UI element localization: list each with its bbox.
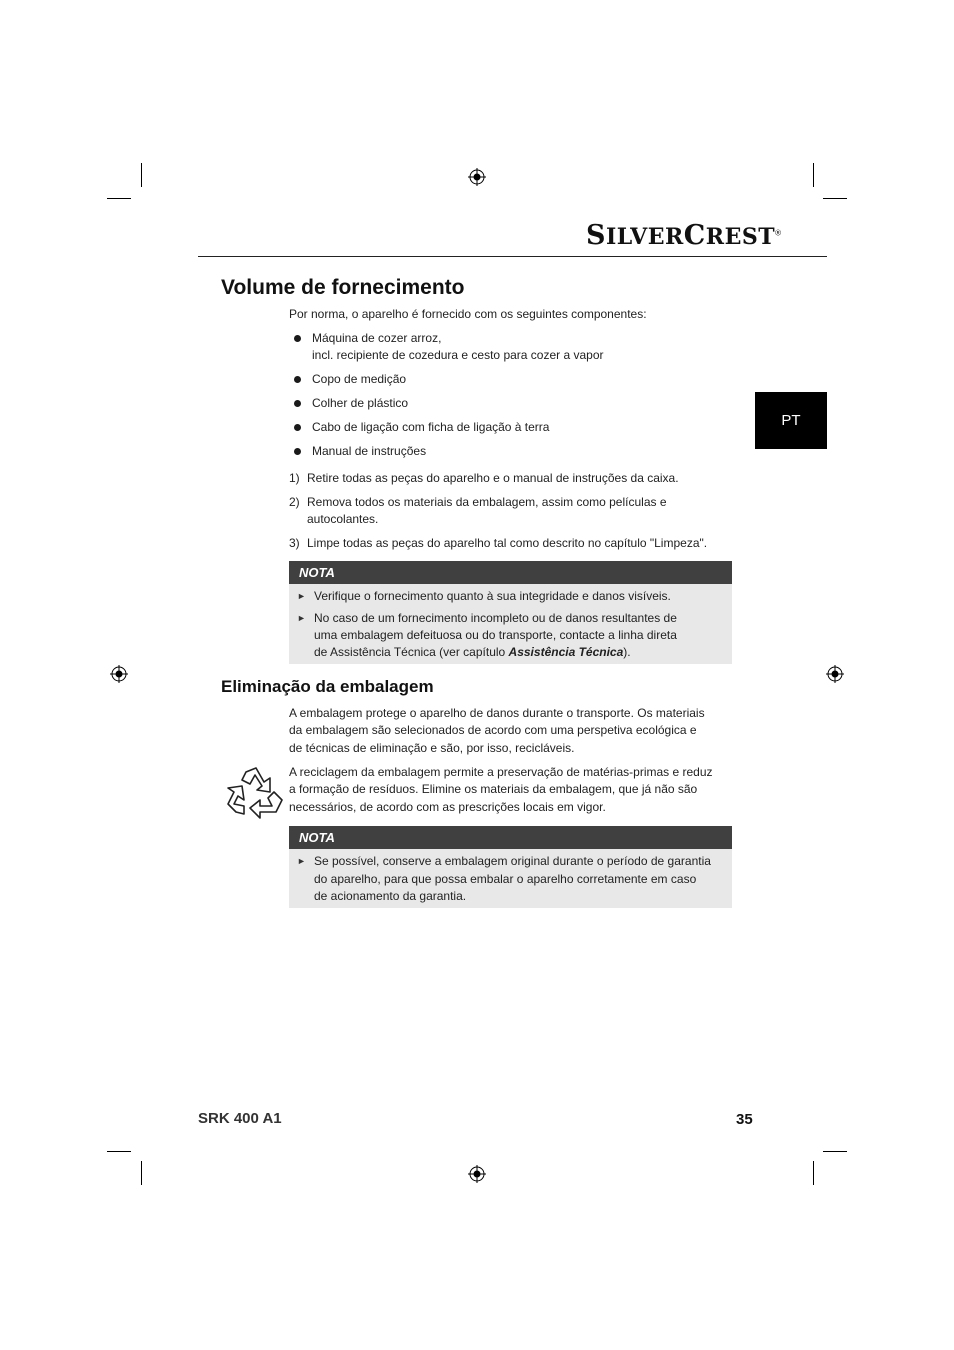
recycle-icon	[226, 766, 284, 820]
crop-mark	[107, 1151, 131, 1152]
note-heading: NOTA	[289, 561, 732, 584]
crop-mark	[107, 198, 131, 199]
note-box	[289, 826, 732, 908]
paragraph-line: da embalagem são selecionados de acordo com uma perspetiva ecológica e	[289, 723, 697, 737]
paragraph-line: necessários, de acordo com as prescrições locais em vigor.	[289, 800, 606, 814]
crop-mark	[141, 1161, 142, 1185]
crop-mark	[141, 163, 142, 187]
paragraph-line: A embalagem protege o aparelho de danos durante o transporte. Os materiais	[289, 706, 705, 720]
model-number: SRK 400 A1	[198, 1110, 282, 1127]
note-text: de acionamento da garantia.	[314, 889, 467, 903]
section-title: Eliminação da embalagem	[221, 677, 434, 696]
list-item: Colher de plástico	[312, 396, 409, 410]
note-text: de Assistência Técnica (ver capítulo Assistência Técnica).	[314, 645, 631, 659]
bullet	[294, 448, 301, 455]
step-number: 3)	[289, 536, 300, 550]
registration-mark-icon	[468, 168, 486, 186]
crop-mark	[813, 163, 814, 187]
step-text: autocolantes.	[307, 512, 379, 526]
note-text: do aparelho, para que possa embalar o aparelho corretamente em caso	[314, 872, 697, 886]
note-box	[289, 561, 732, 664]
intro-text: Por norma, o aparelho é fornecido com os seguintes componentes:	[289, 307, 647, 321]
paragraph-line: a formação de resíduos. Elimine os materiais da embalagem, que já não são	[289, 782, 698, 796]
step-text: Limpe todas as peças do aparelho tal como descrito no capítulo "Limpeza".	[307, 536, 708, 550]
registration-mark-icon	[468, 1165, 486, 1183]
list-item: incl. recipiente de cozedura e cesto para cozer a vapor	[312, 348, 604, 362]
step-number: 1)	[289, 471, 300, 485]
bullet	[294, 400, 301, 407]
registration-mark-icon	[826, 665, 844, 683]
note-text: Se possível, conserve a embalagem original durante o período de garantia	[314, 854, 711, 868]
crop-mark	[813, 1161, 814, 1185]
bullet	[294, 335, 301, 342]
bullet	[294, 424, 301, 431]
arrow-right-icon: ►	[297, 591, 306, 601]
section-title: Volume de fornecimento	[221, 276, 465, 299]
crop-mark	[823, 1151, 847, 1152]
note-text: No caso de um fornecimento incompleto ou de danos resultantes de	[314, 611, 677, 625]
page-number: 35	[736, 1111, 753, 1128]
bullet	[294, 376, 301, 383]
registration-mark-icon	[110, 665, 128, 683]
step-text: Remova todos os materiais da embalagem, assim como películas e	[307, 495, 667, 509]
note-heading: NOTA	[289, 826, 732, 849]
header-rule	[198, 256, 827, 257]
list-item: Manual de instruções	[312, 444, 427, 458]
language-tab: PT	[755, 392, 827, 449]
note-text: uma embalagem defeituosa ou do transporte, contacte a linha direta	[314, 628, 677, 642]
paragraph-line: A reciclagem da embalagem permite a preservação de matérias-primas e reduz	[289, 765, 713, 779]
arrow-right-icon: ►	[297, 613, 306, 623]
brand-logo: SILVERCREST®	[586, 220, 782, 251]
note-text: Verifique o fornecimento quanto à sua integridade e danos visíveis.	[314, 589, 671, 603]
step-text: Retire todas as peças do aparelho e o manual de instruções da caixa.	[307, 471, 679, 485]
list-item: Máquina de cozer arroz,	[312, 331, 442, 345]
step-number: 2)	[289, 495, 300, 509]
paragraph-line: de técnicas de eliminação e são, por isso, recicláveis.	[289, 741, 575, 755]
crop-mark	[823, 198, 847, 199]
list-item: Copo de medição	[312, 372, 407, 386]
arrow-right-icon: ►	[297, 856, 306, 866]
list-item: Cabo de ligação com ficha de ligação à terra	[312, 420, 550, 434]
